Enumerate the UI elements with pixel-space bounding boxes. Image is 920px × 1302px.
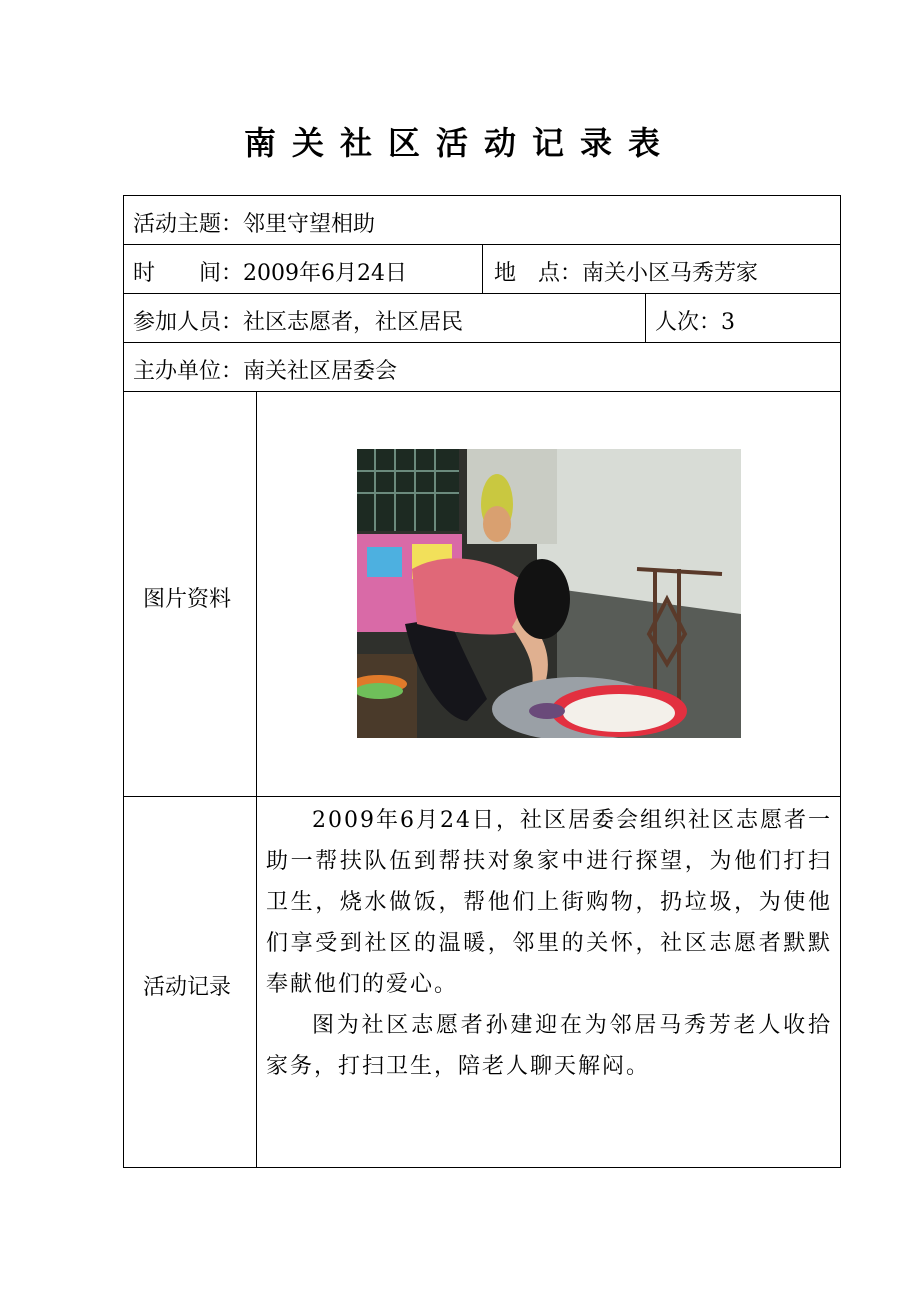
table-divider — [123, 293, 841, 294]
record-section-label: 活动记录 — [143, 975, 232, 1000]
table-border-right — [840, 195, 841, 1168]
activity-theme: 活动主题：邻里守望相助 — [133, 212, 376, 237]
table-border-bottom — [123, 1167, 841, 1168]
document-title: 南关社区活动记录表 — [243, 124, 676, 162]
table-divider — [645, 293, 646, 342]
organizer: 主办单位：南关社区居委会 — [133, 359, 398, 384]
record-paragraph: 图为社区志愿者孙建迎在为邻居马秀芳老人收拾家务，打扫卫生，陪老人聊天解闷。 — [266, 1013, 832, 1079]
table-border-left — [123, 195, 124, 1168]
table-divider — [123, 796, 841, 797]
table-divider — [123, 342, 841, 343]
table-border-top — [123, 195, 841, 196]
record-paragraph: 2009年6月24日，社区居委会组织社区志愿者一助一帮扶队伍到帮扶对象家中进行探望，为他们打扫卫生，烧水做饭，帮他们上街购物，扔垃圾，为使他们享受到社区的温暖，邻里的关怀，社区志愿者默默奉献他们的爱心。 — [266, 808, 832, 997]
activity-time: 时 间：2009年6月24日 — [133, 261, 407, 286]
table-divider — [256, 391, 257, 1168]
activity-place: 地 点：南关小区马秀芳家 — [494, 261, 759, 286]
table-divider — [482, 244, 483, 293]
participant-count: 人次：3 — [655, 310, 735, 335]
activity-photo — [357, 449, 741, 738]
photo-section-label: 图片资料 — [143, 587, 232, 612]
participants: 参加人员：社区志愿者，社区居民 — [133, 310, 464, 335]
table-divider — [123, 391, 841, 392]
activity-record — [266, 800, 832, 1087]
